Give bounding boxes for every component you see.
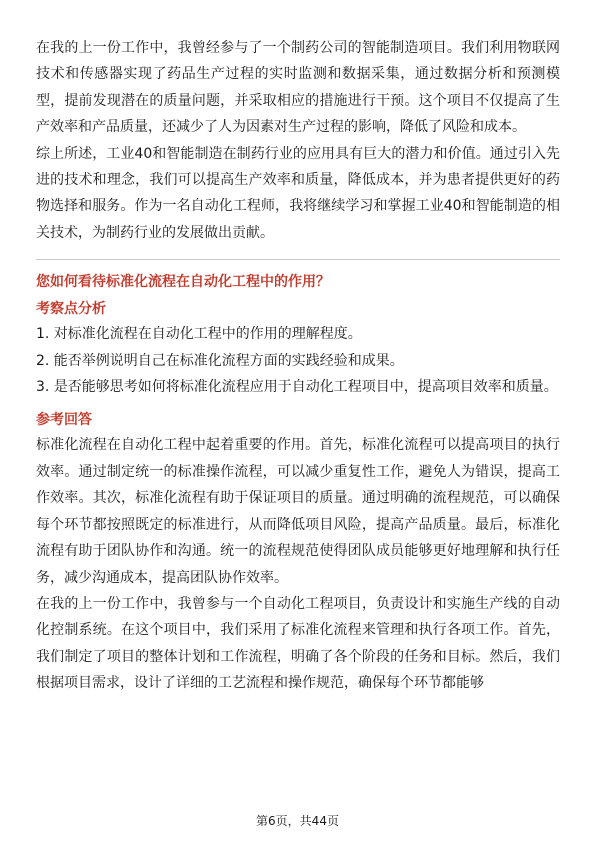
analysis-item-1: 1. 对标准化流程在自动化工程中的作用的理解程度。 bbox=[36, 326, 362, 343]
intro-paragraph-2: 综上所述，工业40和智能制造在制药行业的应用具有巨大的潜力和价值。通过引入先进的技术和理念，我们可以提高生产效率和质量，降低成本，并为患者提供更好的药物选择和服务。作为一名自动化工程师，我将继续学习和掌握工业40和智能制造的相关技术，为制药行业的发展做出贡献。 bbox=[36, 145, 560, 241]
analysis-heading: 考察点分析 bbox=[36, 301, 106, 318]
answer-paragraph-2: 在我的上一份工作中，我曾参与一个自动化工程项目，负责设计和实施生产线的自动化控制系统。在这个项目中，我们采用了标准化流程来管理和执行各项工作。首先，我们制定了项目的整体计划和工作流程，明确了各个阶段的任务和目标。然后，我们根据项目需求，设计了详细的工艺流程和操作规范，确保每个环节都能够 bbox=[36, 595, 560, 692]
answer-paragraph-1: 标准化流程在自动化工程中起着重要的作用。首先，标准化流程可以提高项目的执行效率。通过制定统一的标准操作流程，可以减少重复性工作，避免人为错误，提高工作效率。其次，标准化流程有助于保证项目的质量。通过明确的流程规范，可以确保每个环节都按照既定的标准进行，从而降低项目风险，提高产品质量。最后，标准化流程有助于团队协作和沟通。统一的流程规范使得团队成员能够更好地理解和执行任务，减少沟通成本，提高团队协作效率。 bbox=[36, 437, 560, 586]
analysis-item-2: 2. 能否举例说明自己在标准化流程方面的实践经验和成果。 bbox=[36, 352, 404, 369]
analysis-item-3: 3. 是否能够思考如何将标准化流程应用于自动化工程项目中，提高项目效率和质量。 bbox=[36, 379, 558, 396]
section-divider bbox=[36, 259, 560, 260]
page-footer: 第6页，共44页 bbox=[256, 814, 339, 828]
question-title: 您如何看待标准化流程在自动化工程中的作用？ bbox=[36, 274, 330, 291]
page-content bbox=[36, 35, 560, 697]
intro-paragraph-1: 在我的上一份工作中，我曾经参与了一个制药公司的智能制造项目。我们利用物联网技术和传感器实现了药品生产过程的实时监测和数据采集，通过数据分析和预测模型，提前发现潜在的质量问题，并采取相应的措施进行干预。这个项目不仅提高了生产效率和产品质量，还减少了人为因素对生产过程的影响，降低了风险和成本。 bbox=[36, 40, 560, 136]
answer-heading: 参考回答 bbox=[36, 412, 92, 429]
